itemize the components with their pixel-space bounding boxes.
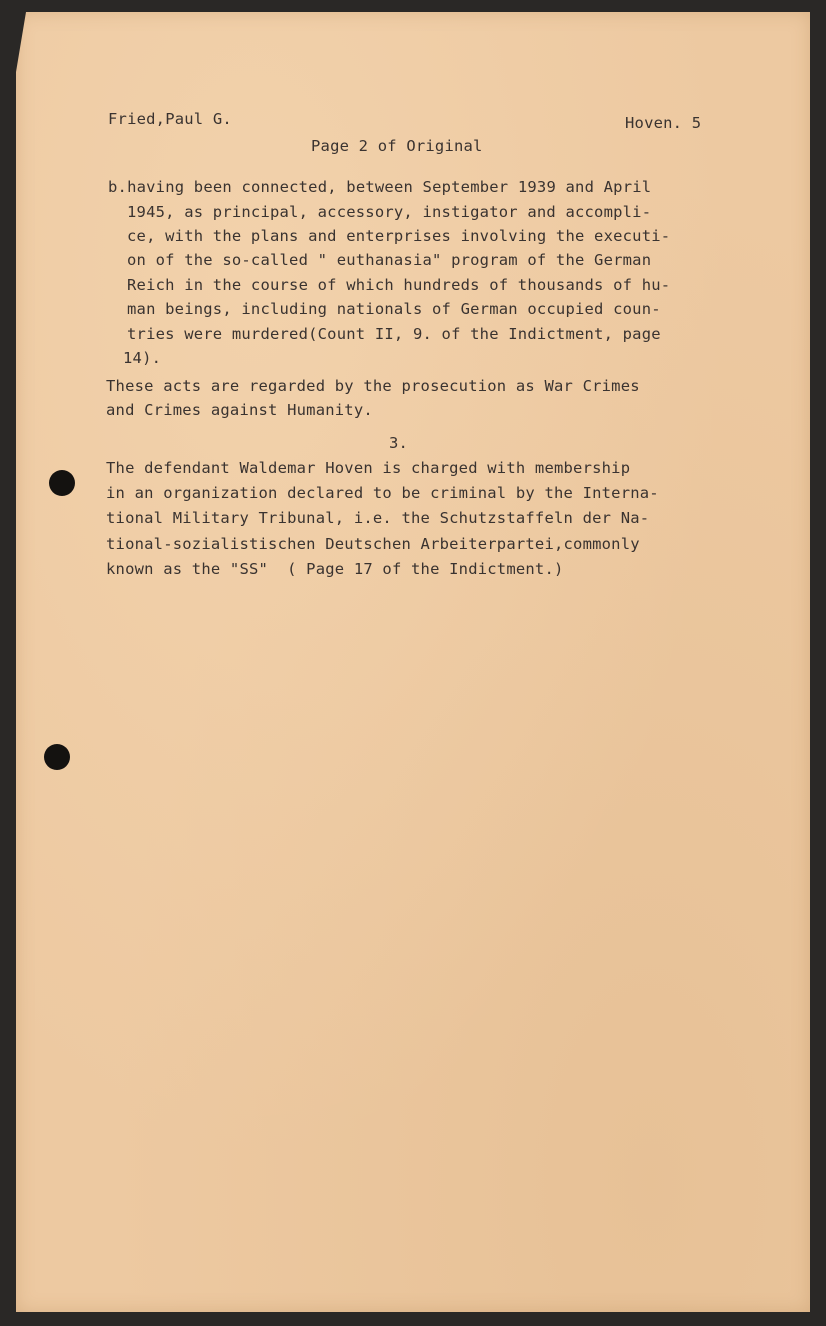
paragraph-b-line: Reich in the course of which hundreds of thousands of hu-: [127, 276, 671, 294]
section3-line: in an organization declared to be criminal by the Interna-: [106, 484, 659, 502]
paragraph-b-line: 1945, as principal, accessory, instigator and accompli-: [127, 203, 652, 221]
paragraph-b-line: on of the so-called " euthanasia" program of the German: [127, 251, 652, 269]
header-reference: Hoven. 5: [625, 114, 702, 132]
section-number: 3.: [389, 434, 409, 452]
header-author: Fried,Paul G.: [108, 110, 232, 128]
section3-line: known as the "SS" ( Page 17 of the Indictment.): [106, 560, 564, 578]
paragraph-b-line: man beings, including nationals of German occupied coun-: [127, 300, 661, 318]
page-subtitle: Page 2 of Original: [311, 137, 483, 155]
section3-line: tional Military Tribunal, i.e. the Schutzstaffeln der Na-: [106, 509, 650, 527]
section3-line: tional-sozialistischen Deutschen Arbeiterpartei,commonly: [106, 535, 640, 553]
paragraph-b-line: ce, with the plans and enterprises involving the executi-: [127, 227, 671, 245]
conclusion-line: and Crimes against Humanity.: [106, 401, 373, 419]
punch-hole-lower: [44, 744, 70, 770]
torn-corner: [16, 12, 26, 72]
punch-hole-upper: [49, 470, 75, 496]
conclusion-line: These acts are regarded by the prosecution as War Crimes: [106, 377, 640, 395]
paragraph-b-line: tries were murdered(Count II, 9. of the Indictment, page: [127, 325, 661, 343]
section3-line: The defendant Waldemar Hoven is charged with membership: [106, 459, 631, 477]
paragraph-b-line: 14).: [123, 349, 162, 367]
paragraph-b-line: b.having been connected, between September 1939 and April: [108, 178, 652, 196]
